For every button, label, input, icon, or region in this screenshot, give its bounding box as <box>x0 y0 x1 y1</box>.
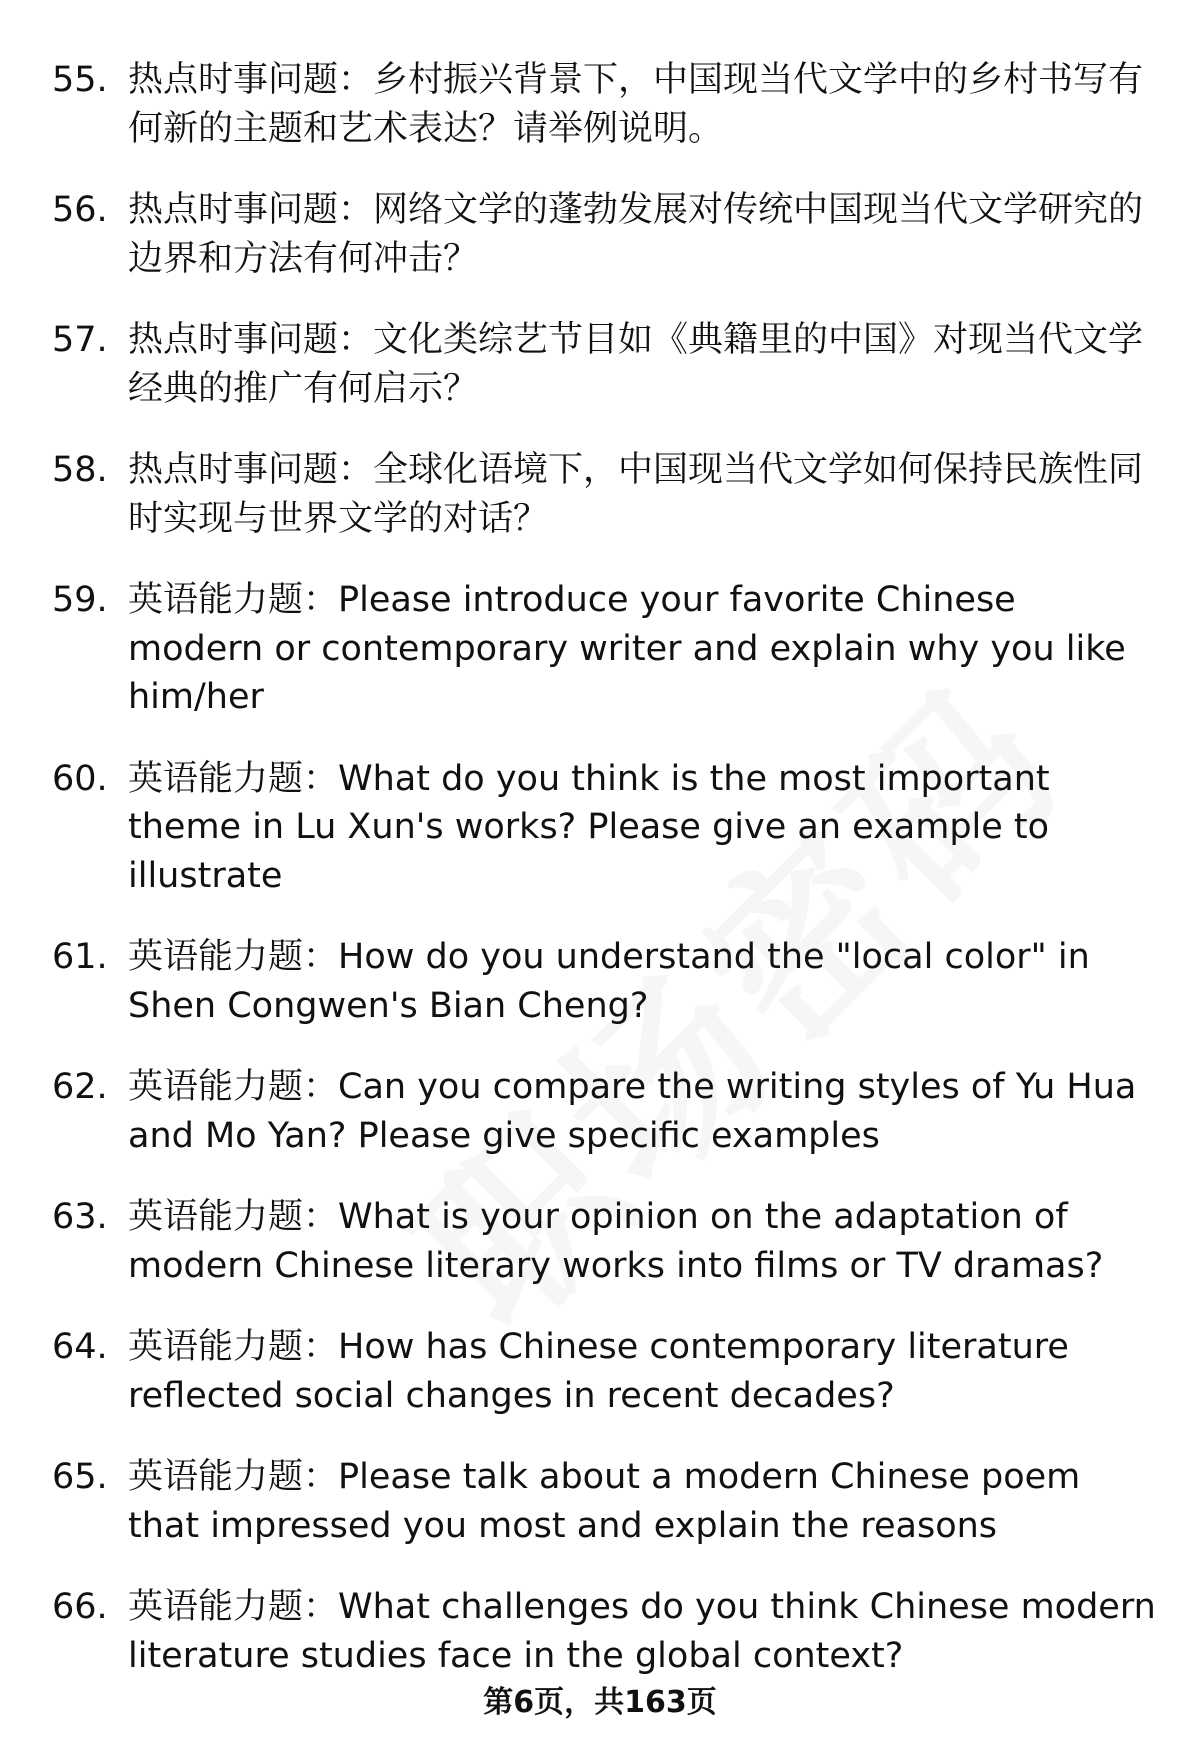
question-text: 英语能力题：What do you think is the most important theme in Lu Xun's works? Please give an example to illustrate <box>128 758 1050 896</box>
question-text: 热点时事问题：文化类综艺节目如《典籍里的中国》对现当代文学经典的推广有何启示？ <box>128 320 1144 409</box>
question-number: 66. <box>52 1587 108 1627</box>
page-number-label: 第6页，共163页 <box>483 1685 717 1720</box>
question-item-61 <box>52 933 1162 1030</box>
question-number: 63. <box>52 1197 108 1237</box>
question-text: 英语能力题：Please introduce your favorite Chinese modern or contemporary writer and explain why you like him/her <box>128 580 1126 717</box>
question-number: 55. <box>52 60 108 100</box>
question-item-65 <box>52 1453 1162 1550</box>
question-item-62 <box>52 1063 1162 1160</box>
question-text: 英语能力题：What is your opinion on the adaptation of modern Chinese literary works into films or TV dramas? <box>128 1197 1104 1286</box>
question-text: 英语能力题：Can you compare the writing styles of Yu Hua and Mo Yan? Please give specific examples <box>128 1067 1137 1156</box>
question-text: 英语能力题：How has Chinese contemporary literature reflected social changes in recent decades? <box>128 1327 1069 1416</box>
question-list <box>52 56 1162 1713</box>
question-item-58 <box>52 446 1162 543</box>
page-footer <box>0 1683 1200 1723</box>
question-item-55 <box>52 56 1162 153</box>
question-item-64 <box>52 1323 1162 1420</box>
question-text: 英语能力题：Please talk about a modern Chinese poem that impressed you most and explain the reasons <box>128 1457 1081 1546</box>
question-number: 65. <box>52 1457 108 1497</box>
question-number: 62. <box>52 1067 108 1107</box>
question-text: 热点时事问题：全球化语境下，中国现当代文学如何保持民族性同时实现与世界文学的对话？ <box>128 450 1144 539</box>
question-item-56 <box>52 186 1162 283</box>
question-text: 英语能力题：What challenges do you think Chinese modern literature studies face in the global context? <box>128 1587 1156 1676</box>
question-number: 56. <box>52 190 108 230</box>
question-item-66 <box>52 1583 1162 1680</box>
question-item-60 <box>52 755 1162 901</box>
question-number: 58. <box>52 450 108 490</box>
question-number: 61. <box>52 937 108 977</box>
question-item-57 <box>52 316 1162 413</box>
question-number: 59. <box>52 580 108 620</box>
question-number: 60. <box>52 758 108 799</box>
question-text: 热点时事问题：乡村振兴背景下，中国现当代文学中的乡村书写有何新的主题和艺术表达？请举例说明。 <box>128 60 1144 149</box>
question-text: 英语能力题：How do you understand the "local color" in Shen Congwen's Bian Cheng? <box>128 937 1090 1026</box>
question-number: 64. <box>52 1327 108 1367</box>
question-item-63 <box>52 1193 1162 1290</box>
question-text: 热点时事问题：网络文学的蓬勃发展对传统中国现当代文学研究的边界和方法有何冲击？ <box>128 190 1144 279</box>
question-item-59 <box>52 576 1162 722</box>
question-number: 57. <box>52 320 108 360</box>
